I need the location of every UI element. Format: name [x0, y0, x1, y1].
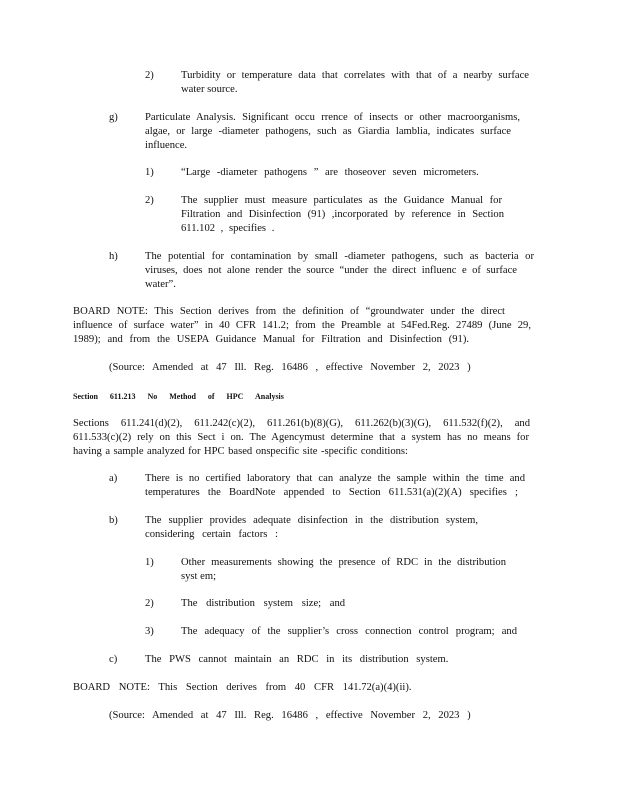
item-number: 2)	[145, 70, 154, 81]
item-label: b)	[109, 515, 118, 526]
board-note-line: 1989); and from the USEPA Guidance Manual for Filtration and Disinfection (91).	[73, 334, 469, 345]
paragraph-line: The adequacy of the supplier’s cross connection control program; and	[181, 626, 517, 637]
paragraph-line: Turbidity or temperature data that correlates with that of a nearby surface	[181, 70, 529, 81]
paragraph-line: temperatures the BoardNote appended to Section 611.531(a)(2)(A) specifies ;	[145, 487, 518, 498]
source-note: (Source: Amended at 47 Ill. Reg. 16486 , effective November 2, 2023 )	[109, 710, 471, 721]
paragraph-line: water”.	[145, 279, 176, 290]
paragraph-line: having a sample analyzed for HPC based onspecific site -specific conditions:	[73, 446, 408, 457]
paragraph-line: There is no certified laboratory that can analyze the sample within the time and	[145, 473, 525, 484]
item-number: 3)	[145, 626, 154, 637]
paragraph-line: water source.	[181, 84, 238, 95]
paragraph-line: syst em;	[181, 571, 217, 582]
paragraph-line: The potential for contamination by small -diameter pathogens, such as bacteria or	[145, 251, 534, 262]
board-note-line: BOARD NOTE: This Section derives from 40 CFR 141.72(a)(4)(ii).	[73, 682, 412, 693]
paragraph-line: 611.102 , specifies .	[181, 223, 275, 234]
paragraph-line: Particulate Analysis. Significant occu rrence of insects or other macroorganisms,	[145, 112, 520, 123]
paragraph-line: The distribution system size; and	[181, 598, 346, 609]
paragraph-line: The supplier must measure particulates as the Guidance Manual for	[181, 195, 502, 206]
item-number: 2)	[145, 598, 154, 609]
paragraph-line: viruses, does not alone render the source “under the direct influenc e of surface	[145, 265, 517, 276]
item-number: 2)	[145, 195, 154, 206]
paragraph-line: Other measurements showing the presence of RDC in the distribution	[181, 557, 506, 568]
paragraph-line: 611.533(c)(2) rely on this Sect i on. The Agencymust determine that a system has no means for	[73, 432, 529, 443]
board-note-line: influence of surface water” in 40 CFR 141.2; from the Preamble at 54Fed.Reg. 27489 (June 29,	[73, 320, 531, 331]
paragraph-line: The PWS cannot maintain an RDC in its distribution system.	[145, 654, 449, 665]
paragraph-line: influence.	[145, 140, 188, 151]
item-label: h)	[109, 251, 118, 262]
item-label: g)	[109, 112, 118, 123]
item-label: a)	[109, 473, 118, 484]
item-number: 1)	[145, 557, 154, 568]
item-label: c)	[109, 654, 118, 665]
paragraph-line: Sections 611.241(d)(2), 611.242(c)(2), 611.261(b)(8)(G), 611.262(b)(3)(G), 611.532(f)(2), and	[73, 418, 530, 429]
section-heading: Section 611.213 No Method of HPC Analysis	[73, 392, 284, 401]
item-number: 1)	[145, 167, 154, 178]
paragraph-line: considering certain factors :	[145, 529, 278, 540]
source-note: (Source: Amended at 47 Ill. Reg. 16486 , effective November 2, 2023 )	[109, 362, 471, 373]
paragraph-line: algae, or large -diameter pathogens, such as Giardia lamblia, indicates surface	[145, 126, 511, 137]
paragraph-line: “Large -diameter pathogens ” are thoseover seven micrometers.	[181, 167, 479, 178]
board-note-line: BOARD NOTE: This Section derives from the definition of “groundwater under the direct	[73, 306, 505, 317]
paragraph-line: The supplier provides adequate disinfection in the distribution system,	[145, 515, 478, 526]
paragraph-line: Filtration and Disinfection (91) ,incorporated by reference in Section	[181, 209, 504, 220]
